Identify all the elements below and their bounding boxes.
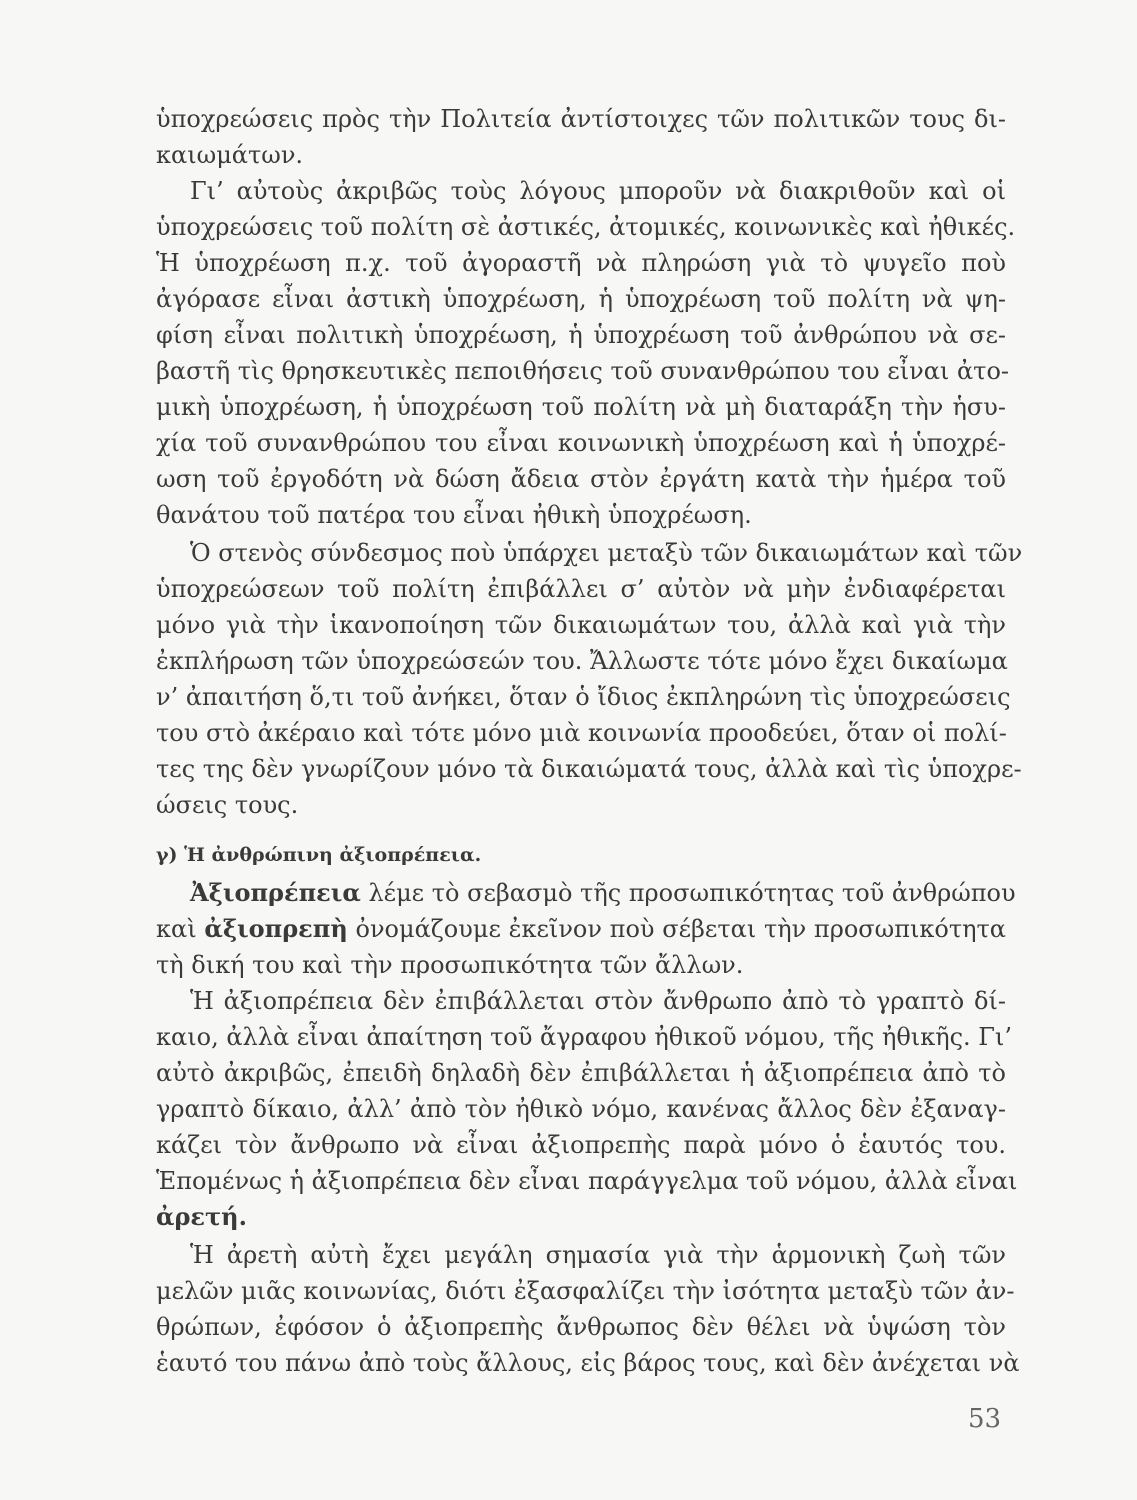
text-fragment: ὀνομάζουμε ἐκεῖνον ποὺ σέβεται τὴν προσωπικότητα	[347, 915, 1006, 943]
text-fragment: καὶ	[156, 915, 205, 943]
defined-term: ἀξιοπρεπὴ	[204, 914, 348, 943]
text-line: θρώπων, ἐφόσον ὁ ἀξιοπρεπὴς ἄνθρωπος δὲν θέλει νὰ ὑψώση τὸν	[156, 1313, 1006, 1341]
text-line: χία τοῦ συνανθρώπου του εἶναι κοινωνικὴ ὑποχρέωση καὶ ἡ ὑποχρέ-	[156, 429, 1006, 457]
text-line: ὑποχρεώσεων τοῦ πολίτη ἐπιβάλλει σ’ αὐτὸν νὰ μὴν ἐνδιαφέρεται	[156, 575, 1006, 603]
text-line: Ἡ ὑποχρέωση π.χ. τοῦ ἀγοραστῆ νὰ πληρώση γιὰ τὸ ψυγεῖο ποὺ	[156, 249, 1006, 277]
text-line: ἀγόρασε εἶναι ἀστικὴ ὑποχρέωση, ἡ ὑποχρέωση τοῦ πολίτη νὰ ψη-	[156, 285, 1006, 313]
text-line: τὴ δική του καὶ τὴν προσωπικότητα τῶν ἄλλων.	[156, 951, 744, 979]
text-line: Ἡ ἀρετὴ αὐτὴ ἔχει μεγάλη σημασία γιὰ τὴν ἁρμονικὴ ζωὴ τῶν	[190, 1241, 1006, 1269]
text-line: του στὸ ἀκέραιο καὶ τότε μόνο μιὰ κοινωνία προοδεύει, ὅταν οἱ πολί-	[156, 719, 1007, 747]
definition-line	[156, 914, 1006, 944]
text-line: Ὁ στενὸς σύνδεσμος ποὺ ὑπάρχει μεταξὺ τῶν δικαιωμάτων καὶ τῶν	[190, 539, 1023, 567]
page-number: 53	[968, 1404, 1002, 1434]
text-line: καιωμάτων.	[156, 141, 304, 169]
text-line: μόνο γιὰ τὴν ἱκανοποίηση τῶν δικαιωμάτων του, ἀλλὰ καὶ γιὰ τὴν	[156, 611, 1006, 639]
text-line: Γι’ αὐτοὺς ἀκριβῶς τοὺς λόγους μποροῦν νὰ διακριθοῦν καὶ οἱ	[190, 177, 1006, 205]
text-line: αὐτὸ ἀκριβῶς, ἐπειδὴ δηλαδὴ δὲν ἐπιβάλλεται ἡ ἀξιοπρέπεια ἀπὸ τὸ	[156, 1059, 1006, 1087]
text-line: θανάτου τοῦ πατέρα του εἶναι ἠθικὴ ὑποχρέωση.	[156, 501, 752, 529]
text-line: ν’ ἀπαιτήση ὅ,τι τοῦ ἀνήκει, ὅταν ὁ ἴδιος ἐκπληρώνη τὶς ὑποχρεώσεις	[156, 683, 1011, 711]
text-line: γραπτὸ δίκαιο, ἀλλ’ ἀπὸ τὸν ἠθικὸ νόμο, κανένας ἄλλος δὲν ἐξαναγ-	[156, 1095, 1006, 1123]
definition-line	[190, 878, 1016, 908]
text-line: μικὴ ὑποχρέωση, ἡ ὑποχρέωση τοῦ πολίτη νὰ μὴ διαταράξη τὴν ἡσυ-	[156, 393, 1006, 421]
section-heading: γ) Ἡ ἀνθρώπινη ἀξιοπρέπεια.	[156, 844, 482, 866]
text-line: μελῶν μιᾶς κοινωνίας, διότι ἐξασφαλίζει τὴν ἰσότητα μεταξὺ τῶν ἀν-	[156, 1277, 1015, 1305]
text-line: τες της δὲν γνωρίζουν μόνο τὰ δικαιώματά τους, ἀλλὰ καὶ τὶς ὑποχρε-	[156, 755, 1022, 783]
virtue-word	[156, 1202, 1006, 1232]
defined-term: ἀρετή.	[156, 1202, 247, 1231]
text-line: ἑαυτό του πάνω ἀπὸ τοὺς ἄλλους, εἰς βάρος τους, καὶ δὲν ἀνέχεται νὰ	[156, 1349, 1020, 1377]
text-fragment: λέμε τὸ σεβασμὸ τῆς προσωπικότητας τοῦ ἀνθρώπου	[360, 879, 1016, 907]
defined-term: Ἀξιοπρέπεια	[190, 878, 361, 907]
text-line: ὑποχρεώσεις τοῦ πολίτη σὲ ἀστικές, ἀτομικές, κοινωνικὲς καὶ ἠθικές.	[156, 213, 1016, 241]
text-line: ἐκπλήρωση τῶν ὑποχρεώσεών του. Ἄλλωστε τότε μόνο ἔχει δικαίωμα	[156, 647, 1008, 675]
text-line: ώσεις τους.	[156, 791, 299, 819]
text-line: ωση τοῦ ἐργοδότη νὰ δώση ἄδεια στὸν ἐργάτη κατὰ τὴν ἡμέρα τοῦ	[156, 465, 1006, 493]
text-line: καιο, ἀλλὰ εἶναι ἀπαίτηση τοῦ ἄγραφου ἠθικοῦ νόμου, τῆς ἠθικῆς. Γι’	[156, 1023, 1012, 1051]
text-line: φίση εἶναι πολιτικὴ ὑποχρέωση, ἡ ὑποχρέωση τοῦ ἀνθρώπου νὰ σε-	[156, 321, 1006, 349]
text-line: ὑποχρεώσεις πρὸς τὴν Πολιτεία ἀντίστοιχες τῶν πολιτικῶν τους δι-	[156, 105, 1006, 133]
text-line: Ἑπομένως ἡ ἀξιοπρέπεια δὲν εἶναι παράγγελμα τοῦ νόμου, ἀλλὰ εἶναι	[156, 1167, 1018, 1195]
text-line: κάζει τὸν ἄνθρωπο νὰ εἶναι ἀξιοπρεπὴς παρὰ μόνο ὁ ἑαυτός του.	[156, 1131, 1006, 1159]
text-line: βαστῆ τὶς θρησκευτικὲς πεποιθήσεις τοῦ συνανθρώπου του εἶναι ἀτο-	[156, 357, 1009, 385]
text-line: Ἡ ἀξιοπρέπεια δὲν ἐπιβάλλεται στὸν ἄνθρωπο ἀπὸ τὸ γραπτὸ δί-	[190, 987, 1006, 1015]
